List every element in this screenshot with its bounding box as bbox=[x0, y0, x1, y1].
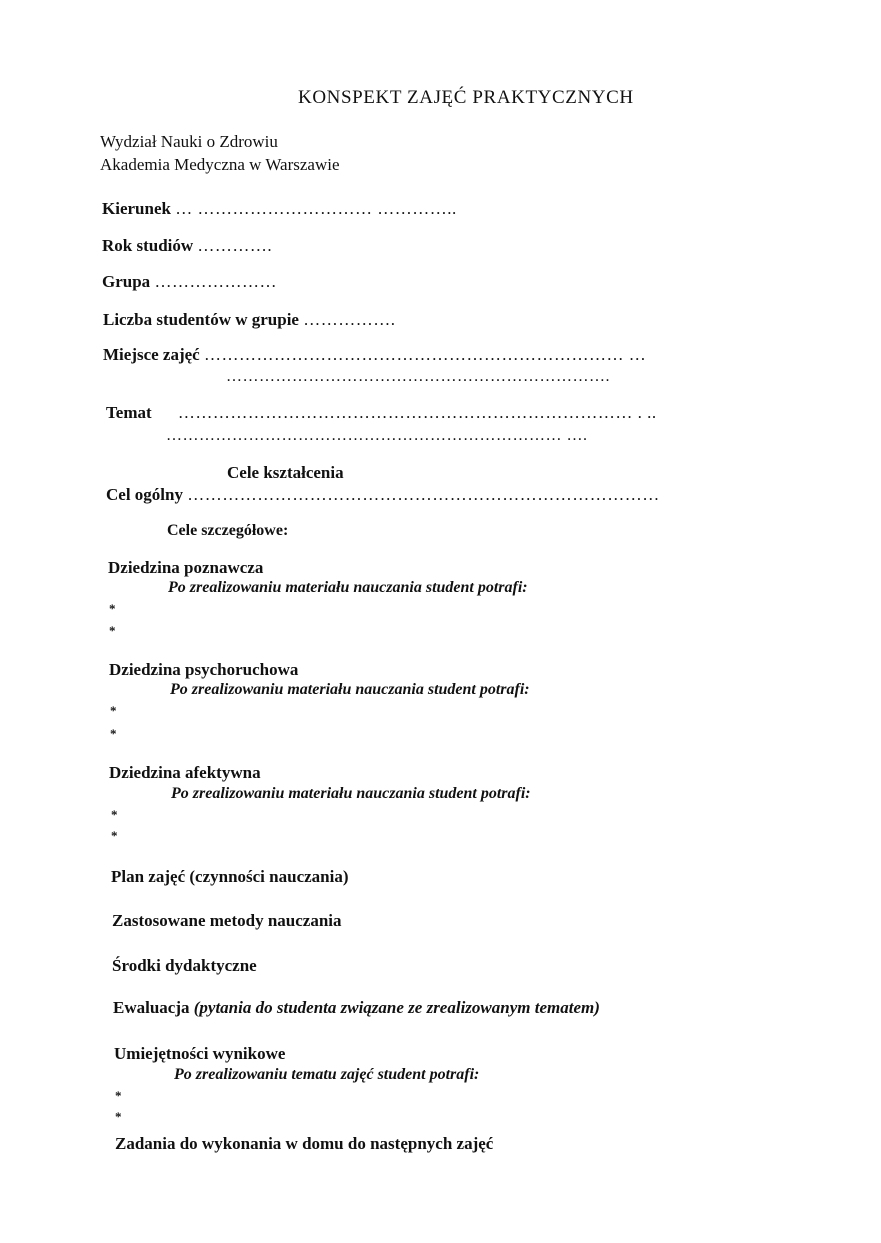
psychoruchowa-phrase: Po zrealizowaniu materiału nauczania student potrafi: bbox=[170, 681, 530, 698]
afektywna-bullet-2: * bbox=[111, 828, 118, 843]
umiejetnosci-phrase: Po zrealizowaniu tematu zajęć student potrafi: bbox=[174, 1066, 480, 1083]
kierunek-label: Kierunek bbox=[102, 199, 171, 218]
temat-label: Temat bbox=[106, 403, 152, 422]
section-umiejetnosci: Umiejętności wynikowe bbox=[114, 1044, 286, 1063]
field-rok bbox=[102, 237, 272, 254]
afektywna-bullet-1: * bbox=[111, 807, 118, 822]
miejsce-dots-2: ……………………………………………………………. bbox=[226, 368, 610, 385]
miejsce-dots-1: ……………………………………………………………… … bbox=[203, 345, 647, 364]
section-plan: Plan zajęć (czynności nauczania) bbox=[111, 867, 349, 886]
temat-dots-2: ……………………………………………………………… …. bbox=[166, 427, 588, 444]
grupa-dots: ………………… bbox=[154, 272, 277, 291]
field-temat bbox=[106, 404, 657, 421]
rok-label: Rok studiów bbox=[102, 236, 194, 255]
page-title: KONSPEKT ZAJĘĆ PRAKTYCZNYCH bbox=[298, 87, 634, 108]
ewaluacja-note: (pytania do studenta związane ze zrealizowanym tematem) bbox=[193, 998, 600, 1017]
kierunek-dots: … ………………………… ………….. bbox=[175, 199, 457, 218]
poznawcza-bullet-1: * bbox=[109, 601, 116, 616]
umiejetnosci-bullet-2: * bbox=[115, 1109, 122, 1124]
poznawcza-bullet-2: * bbox=[109, 623, 116, 638]
temat-dots-1: …………………………………………………………………… . .. bbox=[177, 403, 657, 422]
section-metody: Zastosowane metody nauczania bbox=[112, 911, 342, 930]
field-cel-ogolny bbox=[106, 486, 660, 503]
afektywna-phrase: Po zrealizowaniu materiału nauczania student potrafi: bbox=[171, 785, 531, 802]
umiejetnosci-bullet-1: * bbox=[115, 1088, 122, 1103]
domain-afektywna: Dziedzina afektywna bbox=[109, 763, 261, 782]
liczba-dots: ……………. bbox=[303, 310, 396, 329]
section-srodki: Środki dydaktyczne bbox=[112, 956, 257, 975]
liczba-label: Liczba studentów w grupie bbox=[103, 310, 299, 329]
domain-poznawcza: Dziedzina poznawcza bbox=[108, 558, 264, 577]
psychoruchowa-bullet-2: * bbox=[110, 726, 117, 741]
miejsce-label: Miejsce zajęć bbox=[103, 345, 200, 364]
cel-ogolny-label: Cel ogólny bbox=[106, 485, 183, 504]
academy-name: Akademia Medyczna w Warszawie bbox=[100, 155, 340, 174]
field-miejsce bbox=[103, 346, 646, 363]
faculty-name: Wydział Nauki o Zdrowiu bbox=[100, 132, 278, 151]
cele-szczegolowe-heading: Cele szczegółowe: bbox=[167, 522, 289, 539]
field-liczba bbox=[103, 311, 395, 328]
field-kierunek bbox=[102, 200, 457, 217]
grupa-label: Grupa bbox=[102, 272, 151, 291]
psychoruchowa-bullet-1: * bbox=[110, 703, 117, 718]
poznawcza-phrase: Po zrealizowaniu materiału nauczania student potrafi: bbox=[168, 579, 528, 596]
section-ewaluacja bbox=[113, 999, 600, 1016]
rok-dots: …………. bbox=[197, 236, 273, 255]
section-zadania: Zadania do wykonania w domu do następnych zajęć bbox=[115, 1134, 494, 1153]
ewaluacja-label: Ewaluacja bbox=[113, 998, 190, 1017]
cele-heading: Cele kształcenia bbox=[227, 463, 344, 482]
field-grupa bbox=[102, 273, 277, 290]
cel-ogolny-dots: ……………………………………………………………………… bbox=[187, 485, 660, 504]
domain-psychoruchowa: Dziedzina psychoruchowa bbox=[109, 660, 299, 679]
